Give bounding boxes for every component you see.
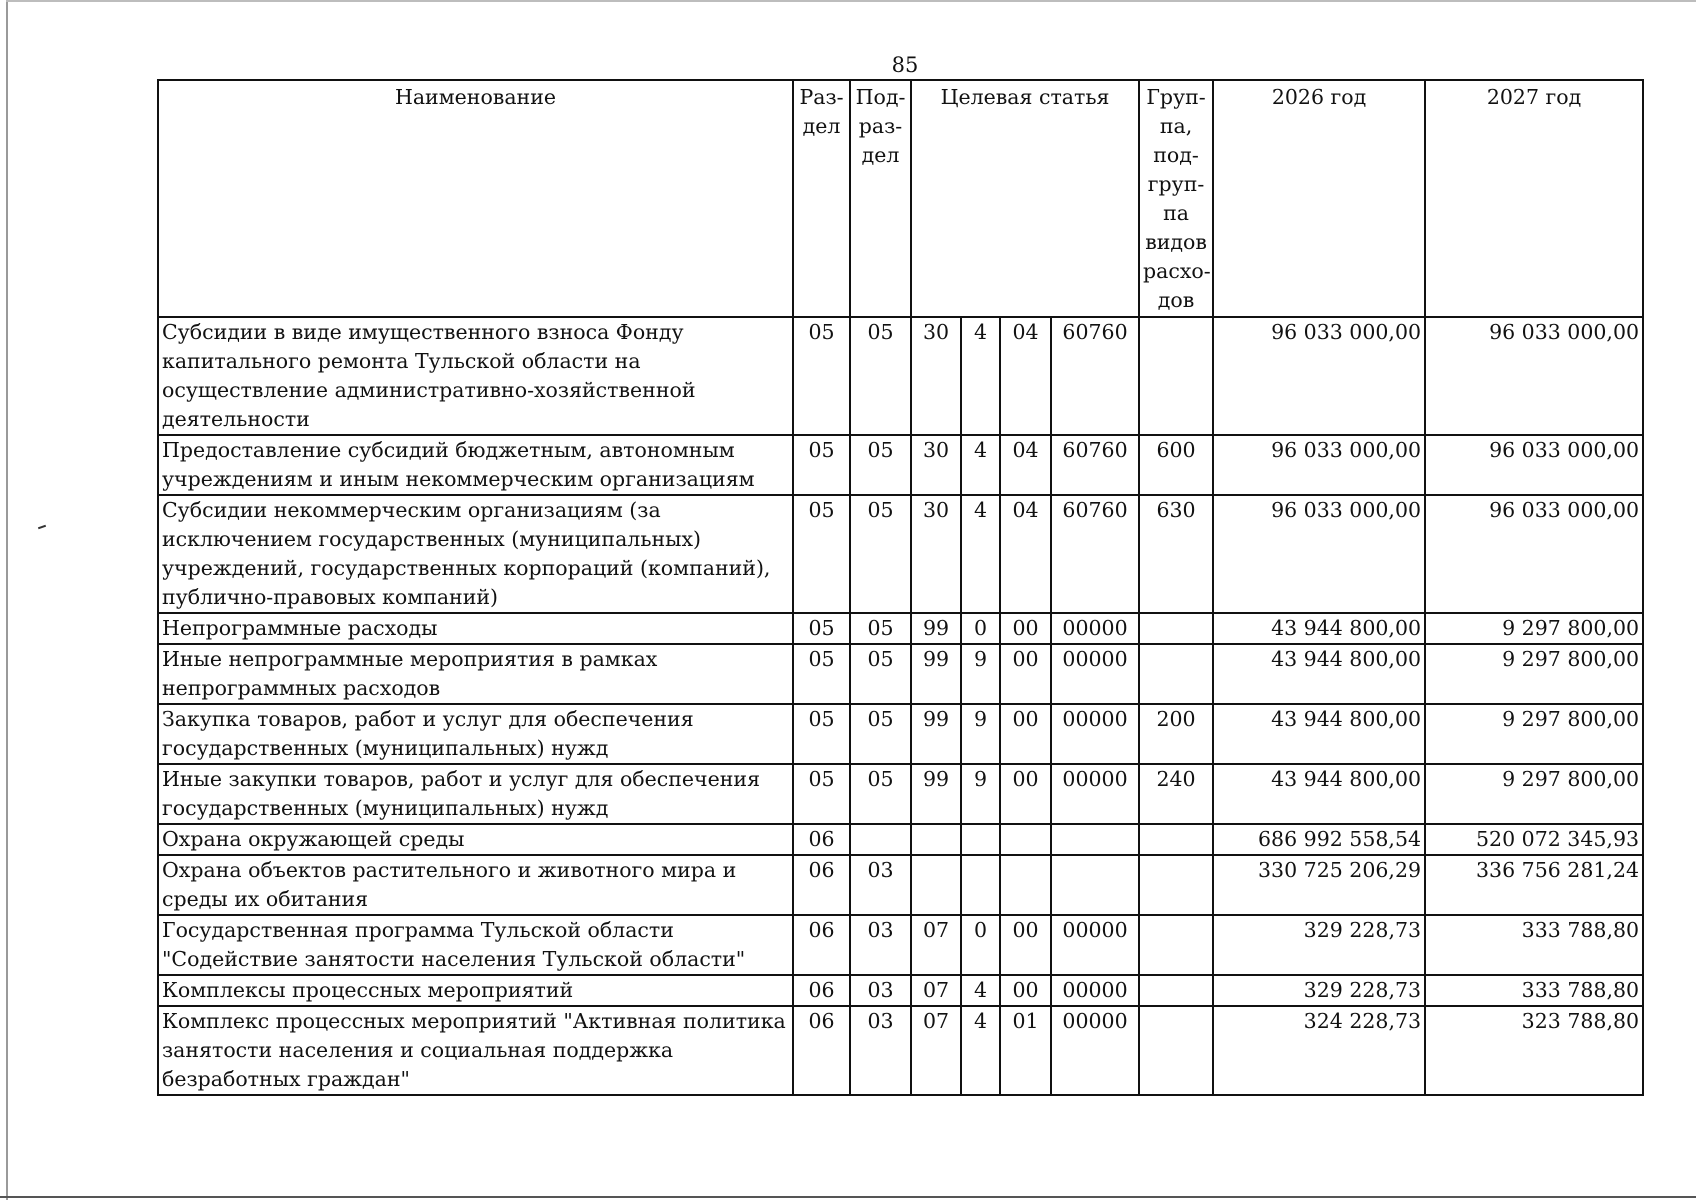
table-row (158, 975, 1643, 1006)
cell-cs-program: 07 (911, 975, 961, 1006)
cell-cs-direction: 00000 (1051, 613, 1139, 644)
cell-amount-2026: 43 944 800,00 (1213, 704, 1425, 764)
cell-vid-rashodov (1139, 824, 1213, 855)
table-row (158, 704, 1643, 764)
cell-vid-rashodov (1139, 317, 1213, 435)
table-row (158, 495, 1643, 613)
cell-cs-type (961, 824, 1000, 855)
cell-cs-structure: 01 (1000, 1006, 1051, 1095)
table-row (158, 915, 1643, 975)
cell-amount-2027: 96 033 000,00 (1425, 435, 1643, 495)
cell-vid-rashodov (1139, 855, 1213, 915)
cell-razdel: 05 (793, 317, 850, 435)
cell-podrazdel: 05 (850, 317, 911, 435)
cell-cs-type (961, 855, 1000, 915)
cell-amount-2027: 9 297 800,00 (1425, 704, 1643, 764)
cell-cs-structure: 04 (1000, 317, 1051, 435)
cell-cs-structure: 00 (1000, 613, 1051, 644)
header-razdel: Раз- дел (793, 80, 850, 317)
cell-podrazdel: 05 (850, 435, 911, 495)
cell-cs-program: 30 (911, 317, 961, 435)
cell-amount-2026: 43 944 800,00 (1213, 644, 1425, 704)
cell-cs-direction: 00000 (1051, 1006, 1139, 1095)
cell-cs-structure: 00 (1000, 764, 1051, 824)
cell-amount-2026: 329 228,73 (1213, 915, 1425, 975)
table-row (158, 764, 1643, 824)
cell-vid-rashodov (1139, 1006, 1213, 1095)
cell-amount-2027: 9 297 800,00 (1425, 764, 1643, 824)
table-row (158, 644, 1643, 704)
cell-cs-program: 30 (911, 435, 961, 495)
table-row (158, 317, 1643, 435)
cell-amount-2027: 96 033 000,00 (1425, 495, 1643, 613)
cell-podrazdel: 03 (850, 855, 911, 915)
cell-cs-program: 99 (911, 644, 961, 704)
cell-amount-2026: 96 033 000,00 (1213, 495, 1425, 613)
cell-amount-2027: 333 788,80 (1425, 975, 1643, 1006)
cell-cs-direction (1051, 855, 1139, 915)
cell-cs-direction: 60760 (1051, 495, 1139, 613)
cell-name: Субсидии некоммерческим организациям (за исключением государственных (муниципальных) учреждений, государственных корпораций (компаний), публично-правовых компаний) (158, 495, 793, 613)
cell-razdel: 05 (793, 495, 850, 613)
table-row (158, 824, 1643, 855)
cell-cs-program: 99 (911, 764, 961, 824)
cell-podrazdel: 03 (850, 1006, 911, 1095)
cell-vid-rashodov: 200 (1139, 704, 1213, 764)
cell-name: Иные непрограммные мероприятия в рамках непрограммных расходов (158, 644, 793, 704)
scan-edge-left (6, 0, 8, 1200)
scan-edge-bottom (0, 1196, 1696, 1198)
cell-amount-2026: 324 228,73 (1213, 1006, 1425, 1095)
cell-razdel: 06 (793, 824, 850, 855)
cell-vid-rashodov: 600 (1139, 435, 1213, 495)
cell-name: Комплексы процессных мероприятий (158, 975, 793, 1006)
cell-cs-program (911, 855, 961, 915)
cell-cs-type: 9 (961, 764, 1000, 824)
cell-razdel: 06 (793, 855, 850, 915)
cell-name: Государственная программа Тульской области "Содействие занятости населения Тульской области" (158, 915, 793, 975)
cell-razdel: 06 (793, 975, 850, 1006)
cell-podrazdel: 05 (850, 644, 911, 704)
cell-amount-2026: 43 944 800,00 (1213, 764, 1425, 824)
cell-amount-2026: 686 992 558,54 (1213, 824, 1425, 855)
cell-amount-2026: 330 725 206,29 (1213, 855, 1425, 915)
cell-cs-direction: 00000 (1051, 644, 1139, 704)
cell-cs-structure: 00 (1000, 975, 1051, 1006)
cell-vid-rashodov: 630 (1139, 495, 1213, 613)
cell-name: Иные закупки товаров, работ и услуг для обеспечения государственных (муниципальных) нужд (158, 764, 793, 824)
scan-edge-top (6, 0, 1696, 2)
table-row (158, 1006, 1643, 1095)
cell-podrazdel: 03 (850, 915, 911, 975)
cell-name: Субсидии в виде имущественного взноса Фонду капитального ремонта Тульской области на осуществление административно-хозяйственной деятельности (158, 317, 793, 435)
cell-amount-2027: 336 756 281,24 (1425, 855, 1643, 915)
cell-amount-2026: 43 944 800,00 (1213, 613, 1425, 644)
table-header-row (158, 80, 1643, 317)
cell-cs-type: 4 (961, 435, 1000, 495)
cell-cs-direction (1051, 824, 1139, 855)
cell-vid-rashodov (1139, 975, 1213, 1006)
cell-name: Комплекс процессных мероприятий "Активная политика занятости населения и социальная поддержка безработных граждан" (158, 1006, 793, 1095)
cell-cs-type: 4 (961, 1006, 1000, 1095)
cell-amount-2026: 96 033 000,00 (1213, 317, 1425, 435)
table-row (158, 435, 1643, 495)
cell-cs-type: 4 (961, 975, 1000, 1006)
cell-name: Непрограммные расходы (158, 613, 793, 644)
cell-cs-direction: 00000 (1051, 704, 1139, 764)
header-year-2026: 2026 год (1213, 80, 1425, 317)
cell-cs-direction: 60760 (1051, 435, 1139, 495)
cell-razdel: 05 (793, 764, 850, 824)
cell-podrazdel: 05 (850, 495, 911, 613)
cell-cs-structure (1000, 824, 1051, 855)
cell-amount-2026: 329 228,73 (1213, 975, 1425, 1006)
table-row (158, 613, 1643, 644)
cell-amount-2027: 96 033 000,00 (1425, 317, 1643, 435)
cell-podrazdel: 05 (850, 613, 911, 644)
cell-name: Закупка товаров, работ и услуг для обеспечения государственных (муниципальных) нужд (158, 704, 793, 764)
cell-razdel: 05 (793, 435, 850, 495)
cell-cs-structure: 00 (1000, 644, 1051, 704)
cell-vid-rashodov (1139, 644, 1213, 704)
cell-cs-structure: 00 (1000, 704, 1051, 764)
cell-razdel: 05 (793, 613, 850, 644)
budget-table (157, 79, 1644, 1096)
cell-razdel: 05 (793, 704, 850, 764)
header-gruppa-vidov-rashodov: Груп- па, под- груп- па видов расхо- дов (1139, 80, 1213, 317)
header-tselevaya-statya: Целевая статья (911, 80, 1139, 317)
cell-razdel: 05 (793, 644, 850, 704)
table-body (158, 317, 1643, 1095)
cell-podrazdel: 05 (850, 704, 911, 764)
cell-cs-structure (1000, 855, 1051, 915)
cell-cs-program: 07 (911, 915, 961, 975)
cell-razdel: 06 (793, 915, 850, 975)
cell-amount-2027: 520 072 345,93 (1425, 824, 1643, 855)
table-row (158, 855, 1643, 915)
cell-podrazdel (850, 824, 911, 855)
cell-amount-2027: 9 297 800,00 (1425, 613, 1643, 644)
cell-cs-direction: 00000 (1051, 915, 1139, 975)
cell-cs-direction: 00000 (1051, 975, 1139, 1006)
cell-cs-type: 4 (961, 317, 1000, 435)
header-name: Наименование (158, 80, 793, 317)
cell-amount-2027: 9 297 800,00 (1425, 644, 1643, 704)
cell-cs-program: 30 (911, 495, 961, 613)
cell-vid-rashodov (1139, 915, 1213, 975)
cell-podrazdel: 05 (850, 764, 911, 824)
cell-amount-2027: 333 788,80 (1425, 915, 1643, 975)
cell-cs-type: 4 (961, 495, 1000, 613)
cell-amount-2027: 323 788,80 (1425, 1006, 1643, 1095)
cell-vid-rashodov (1139, 613, 1213, 644)
cell-cs-program: 07 (911, 1006, 961, 1095)
scan-speck (38, 525, 46, 530)
cell-cs-structure: 00 (1000, 915, 1051, 975)
cell-cs-type: 9 (961, 704, 1000, 764)
cell-cs-structure: 04 (1000, 495, 1051, 613)
cell-podrazdel: 03 (850, 975, 911, 1006)
cell-cs-structure: 04 (1000, 435, 1051, 495)
cell-name: Охрана объектов растительного и животного мира и среды их обитания (158, 855, 793, 915)
cell-cs-type: 9 (961, 644, 1000, 704)
cell-cs-type: 0 (961, 613, 1000, 644)
cell-name: Охрана окружающей среды (158, 824, 793, 855)
cell-razdel: 06 (793, 1006, 850, 1095)
cell-vid-rashodov: 240 (1139, 764, 1213, 824)
cell-cs-type: 0 (961, 915, 1000, 975)
header-year-2027: 2027 год (1425, 80, 1643, 317)
header-podrazdel: Под- раз- дел (850, 80, 911, 317)
cell-cs-program: 99 (911, 613, 961, 644)
cell-cs-program (911, 824, 961, 855)
cell-name: Предоставление субсидий бюджетным, автономным учреждениям и иным некоммерческим организациям (158, 435, 793, 495)
cell-cs-direction: 60760 (1051, 317, 1139, 435)
page-number: 85 (891, 53, 919, 77)
cell-cs-program: 99 (911, 704, 961, 764)
cell-cs-direction: 00000 (1051, 764, 1139, 824)
cell-amount-2026: 96 033 000,00 (1213, 435, 1425, 495)
